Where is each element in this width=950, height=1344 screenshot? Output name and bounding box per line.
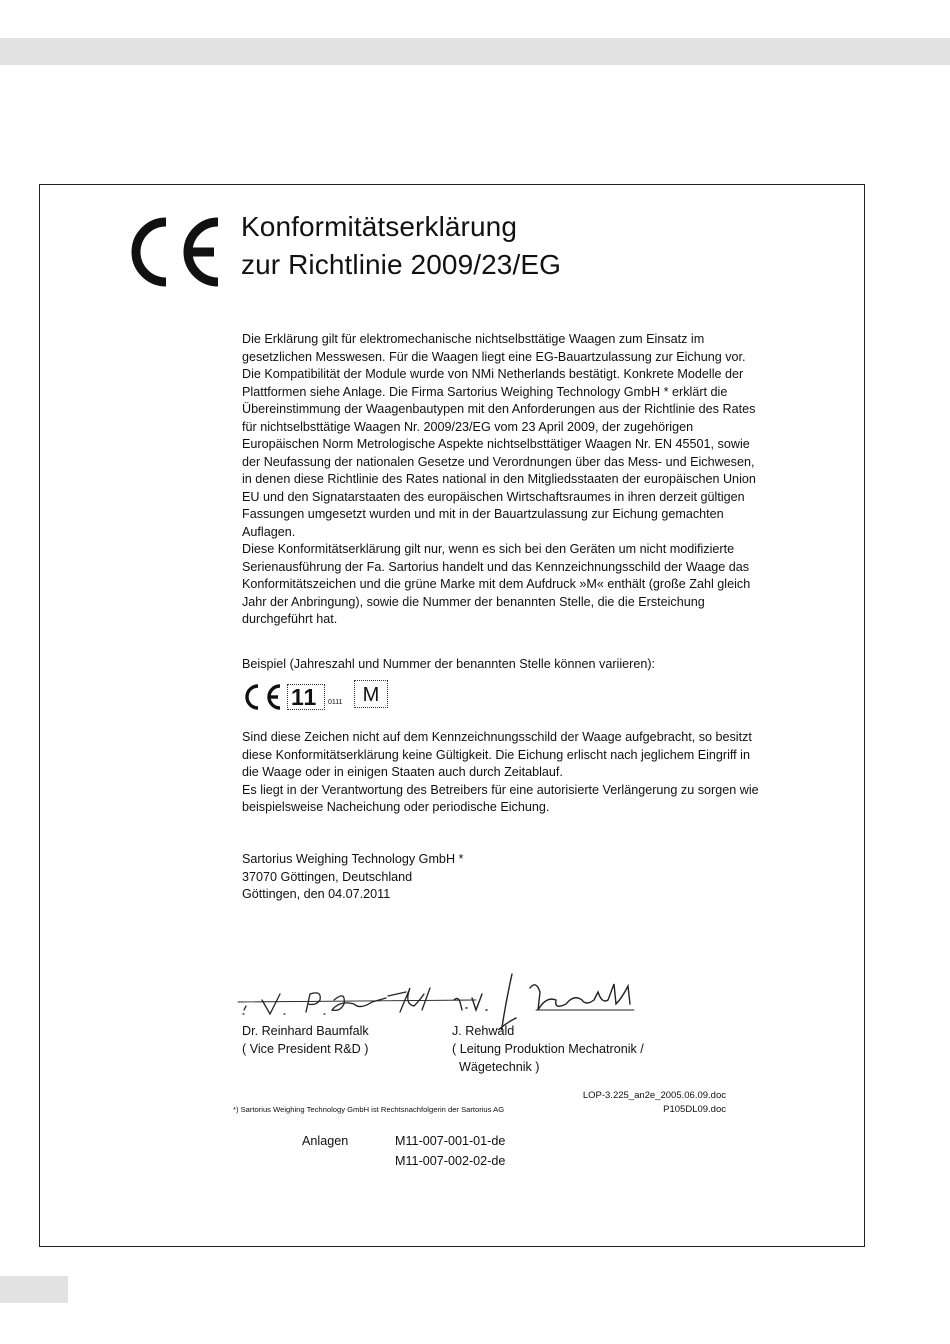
year-number: 11 — [291, 684, 318, 710]
company-address: 37070 Göttingen, Deutschland — [242, 869, 413, 884]
attachments-list — [395, 1131, 505, 1171]
attachments-label: Anlagen — [302, 1134, 349, 1148]
document-reference-1: LOP-3.225_an2e_2005.06.09.doc — [582, 1090, 726, 1101]
company-name: Sartorius Weighing Technology GmbH * — [242, 852, 464, 866]
notified-body-number: 0111 — [328, 699, 343, 706]
company-block — [242, 851, 642, 904]
invalidity-paragraph: Sind diese Zeichen nicht auf dem Kennzeichnungsschild der Waage aufgebracht, so besitzt diese Konformitätserklärung keine Gültigkeit. Die Eichung erlischt nach jeglichem Eingriff in die Waage oder in einigen Staaten auch durch Zeitablauf. — [242, 730, 752, 779]
top-header-band — [0, 38, 950, 65]
invalidity-text — [242, 729, 762, 817]
title-line-1: Konformitätserklärung — [241, 211, 518, 242]
metrology-m-mark: M — [354, 680, 388, 708]
signatures-drawing — [236, 970, 656, 1030]
validity-paragraph: Diese Konformitätserklärung gilt nur, wenn es sich bei den Geräten um nicht modifizierte Serienausführung der Fa. Sartorius handelt und das Kennzeichnungsschild der Waage das Konformitätszeichen und die grüne Marke mit dem Aufdruck »M« enthält (große Zahl gleich Jahr der Anbringung), sowie die Nummer der benannten Stelle, die die Ersteichung durchgeführt hat. — [242, 542, 751, 626]
declaration-paragraph: Die Erklärung gilt für elektromechanische nichtselbsttätige Waagen zum Einsatz im gesetzlichen Messwesen. Für die Waagen liegt eine EG-Bauartzulassung zur Eichung vor. Die Kompatibilität der Module wurde von NMi Netherlands bestätigt. Konkrete Modelle der Plattformen siehe Anlage. Die Firma Sartorius Weighing Technology GmbH * erklärt die Übereinstimmung der Waagenbautypen mit den Anforderungen aus der Richtlinie des Rates für nichtselbsttätige Waagen Nr. 2009/23/EG vom 23 April 2009, der zugehörigen Europäischen Norm Metrologische Aspekte nichtselbsttätiger Waagen Nr. EN 45501, sowie der Neufassung der nationalen Gesetze und Verordnungen über das Mess- und Eichwesen, in denen diese Richtlinie des Rates national in den Mitgliedsstaaten der europäischen Union EU und den Signatarstaaten des europäischen Wirtschaftsraumes in ihren derzeit gültigen Fassungen umgesetzt wurden und mit in der Bauartzulassung zur Eichung gemachten Auflagen. — [242, 332, 756, 539]
title-line-2: zur Richtlinie 2009/23/EG — [241, 249, 562, 280]
signatory-2-role: ( Leitung Produktion Mechatronik / — [452, 1042, 644, 1056]
document-reference-2: P105DL09.doc — [663, 1104, 726, 1115]
attachment-item: M11-007-001-01-de — [395, 1134, 506, 1148]
page-number-tab — [0, 1276, 68, 1303]
signatory-2-role-line-2: Wägetechnik ) — [459, 1060, 540, 1074]
document-title — [241, 208, 561, 284]
footnote: *) Sartorius Weighing Technology GmbH ist Rechtsnachfolgerin der Sartorius AG — [233, 1105, 505, 1114]
year-mark-box — [287, 684, 325, 710]
signatory-1-name: Dr. Reinhard Baumfalk — [242, 1024, 369, 1038]
example-caption: Beispiel (Jahreszahl und Nummer der benannten Stelle können variieren): — [242, 657, 656, 671]
signatory-1-role: ( Vice President R&D ) — [242, 1042, 369, 1056]
ce-mark-small-icon — [242, 684, 284, 710]
signatory-2-name: J. Rehwald — [452, 1024, 515, 1038]
place-date: Göttingen, den 04.07.2011 — [242, 887, 391, 901]
attachment-item: M11-007-002-02-de — [395, 1154, 506, 1168]
responsibility-paragraph: Es liegt in der Verantwortung des Betreibers für eine autorisierte Verlängerung zu sorgen wie beispielsweise Nacheichung oder periodische Eichung. — [242, 782, 759, 814]
signature-baumfalk — [238, 988, 476, 1014]
ce-mark-logo-icon — [126, 216, 226, 288]
declaration-text — [242, 331, 762, 629]
